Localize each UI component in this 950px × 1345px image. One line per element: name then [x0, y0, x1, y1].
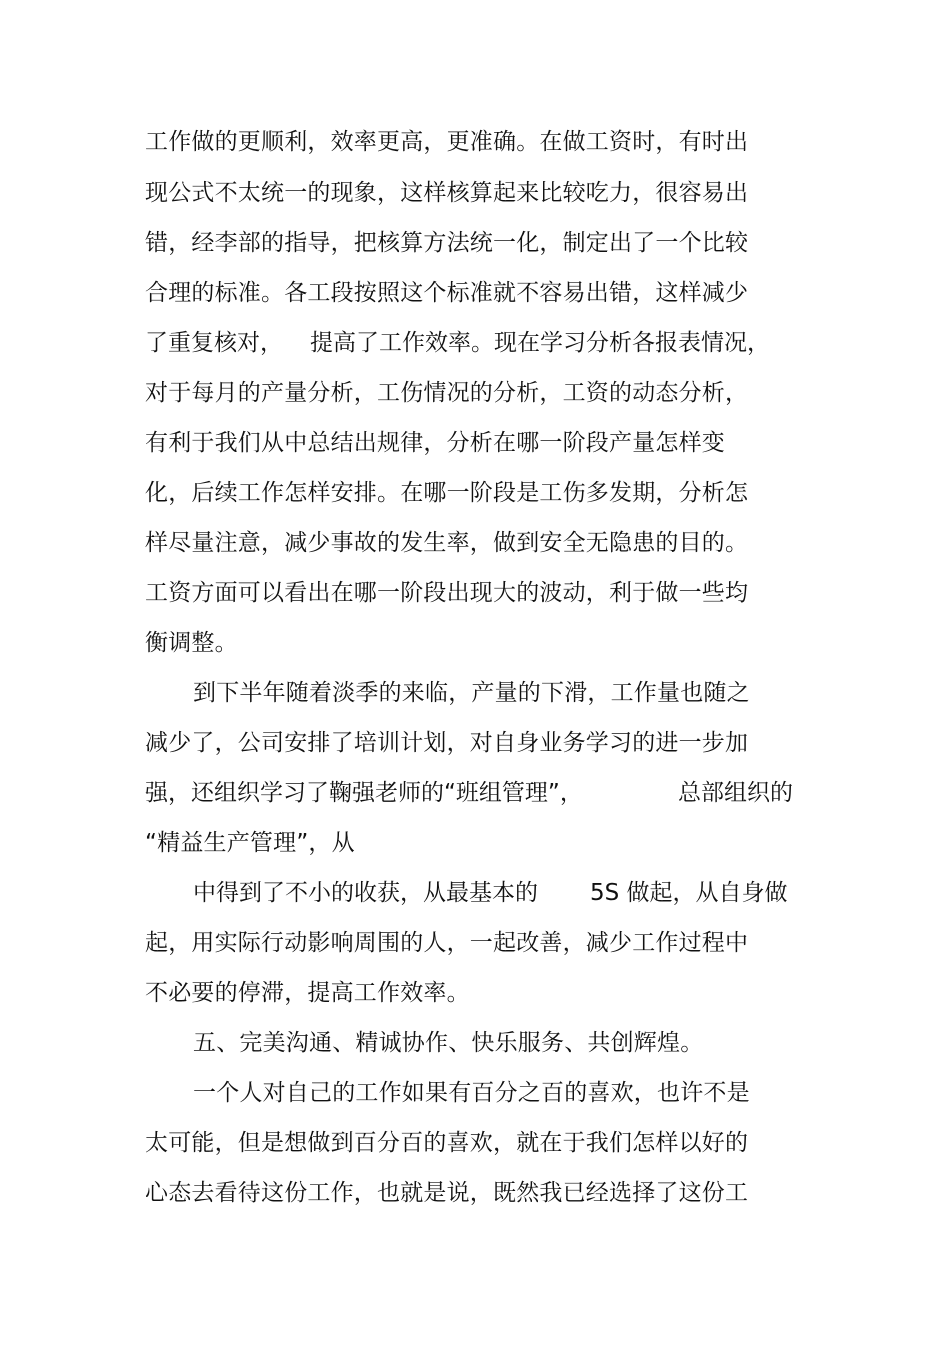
- text-line: 工作做的更顺利，效率更高，更准确。在做工资时，有时出: [145, 129, 749, 155]
- paragraph-first-line: 一个人对自己的工作如果有百分之百的喜欢，也许不是: [193, 1080, 750, 1106]
- text-line: 减少了，公司安排了培训计划，对自身业务学习的进一步加: [145, 730, 749, 756]
- text-line-segment: 总部组织的: [678, 780, 793, 806]
- paragraph-first-line: 到下半年随着淡季的来临，产量的下滑，工作量也随之: [193, 680, 750, 706]
- text-line: 有利于我们从中总结出规律，分析在哪一阶段产量怎样变: [145, 430, 725, 456]
- text-line: 不必要的停滞，提高工作效率。: [145, 980, 470, 1006]
- text-line: 心态去看待这份工作，也就是说，既然我已经选择了这份工: [145, 1180, 749, 1206]
- text-line: 现公式不太统一的现象，这样核算起来比较吃力，很容易出: [145, 180, 749, 206]
- text-line-segment: 5S 做起，从自身做: [590, 880, 788, 906]
- text-line: 化，后续工作怎样安排。在哪一阶段是工伤多发期，分析怎: [145, 480, 749, 506]
- text-line-segment: 提高了工作效率。现在学习分析各报表情况，: [310, 330, 770, 356]
- text-line: 衡调整。: [145, 630, 238, 656]
- text-line: 错，经李部的指导，把核算方法统一化，制定出了一个比较: [145, 230, 749, 256]
- text-line: 合理的标准。各工段按照这个标准就不容易出错，这样减少: [145, 280, 749, 306]
- text-line: 对于每月的产量分析，工伤情况的分析，工资的动态分析，: [145, 380, 749, 406]
- text-line-segment: 了重复核对，: [145, 330, 283, 356]
- text-line-segment: 中得到了不小的收获，从最基本的: [193, 880, 538, 906]
- text-line-segment: 强，还组织学习了鞠强老师的“班组管理”，: [145, 780, 583, 806]
- text-line: 工资方面可以看出在哪一阶段出现大的波动，利于做一些均: [145, 580, 749, 606]
- section-heading: 五、完美沟通、精诚协作、快乐服务、共创辉煌。: [193, 1030, 704, 1056]
- text-line: 样尽量注意，减少事故的发生率，做到安全无隐患的目的。: [145, 530, 749, 556]
- text-line: “精益生产管理”，从: [145, 830, 355, 856]
- text-line: 太可能，但是想做到百分百的喜欢，就在于我们怎样以好的: [145, 1130, 749, 1156]
- text-line: 起，用实际行动影响周围的人，一起改善，减少工作过程中: [145, 930, 749, 956]
